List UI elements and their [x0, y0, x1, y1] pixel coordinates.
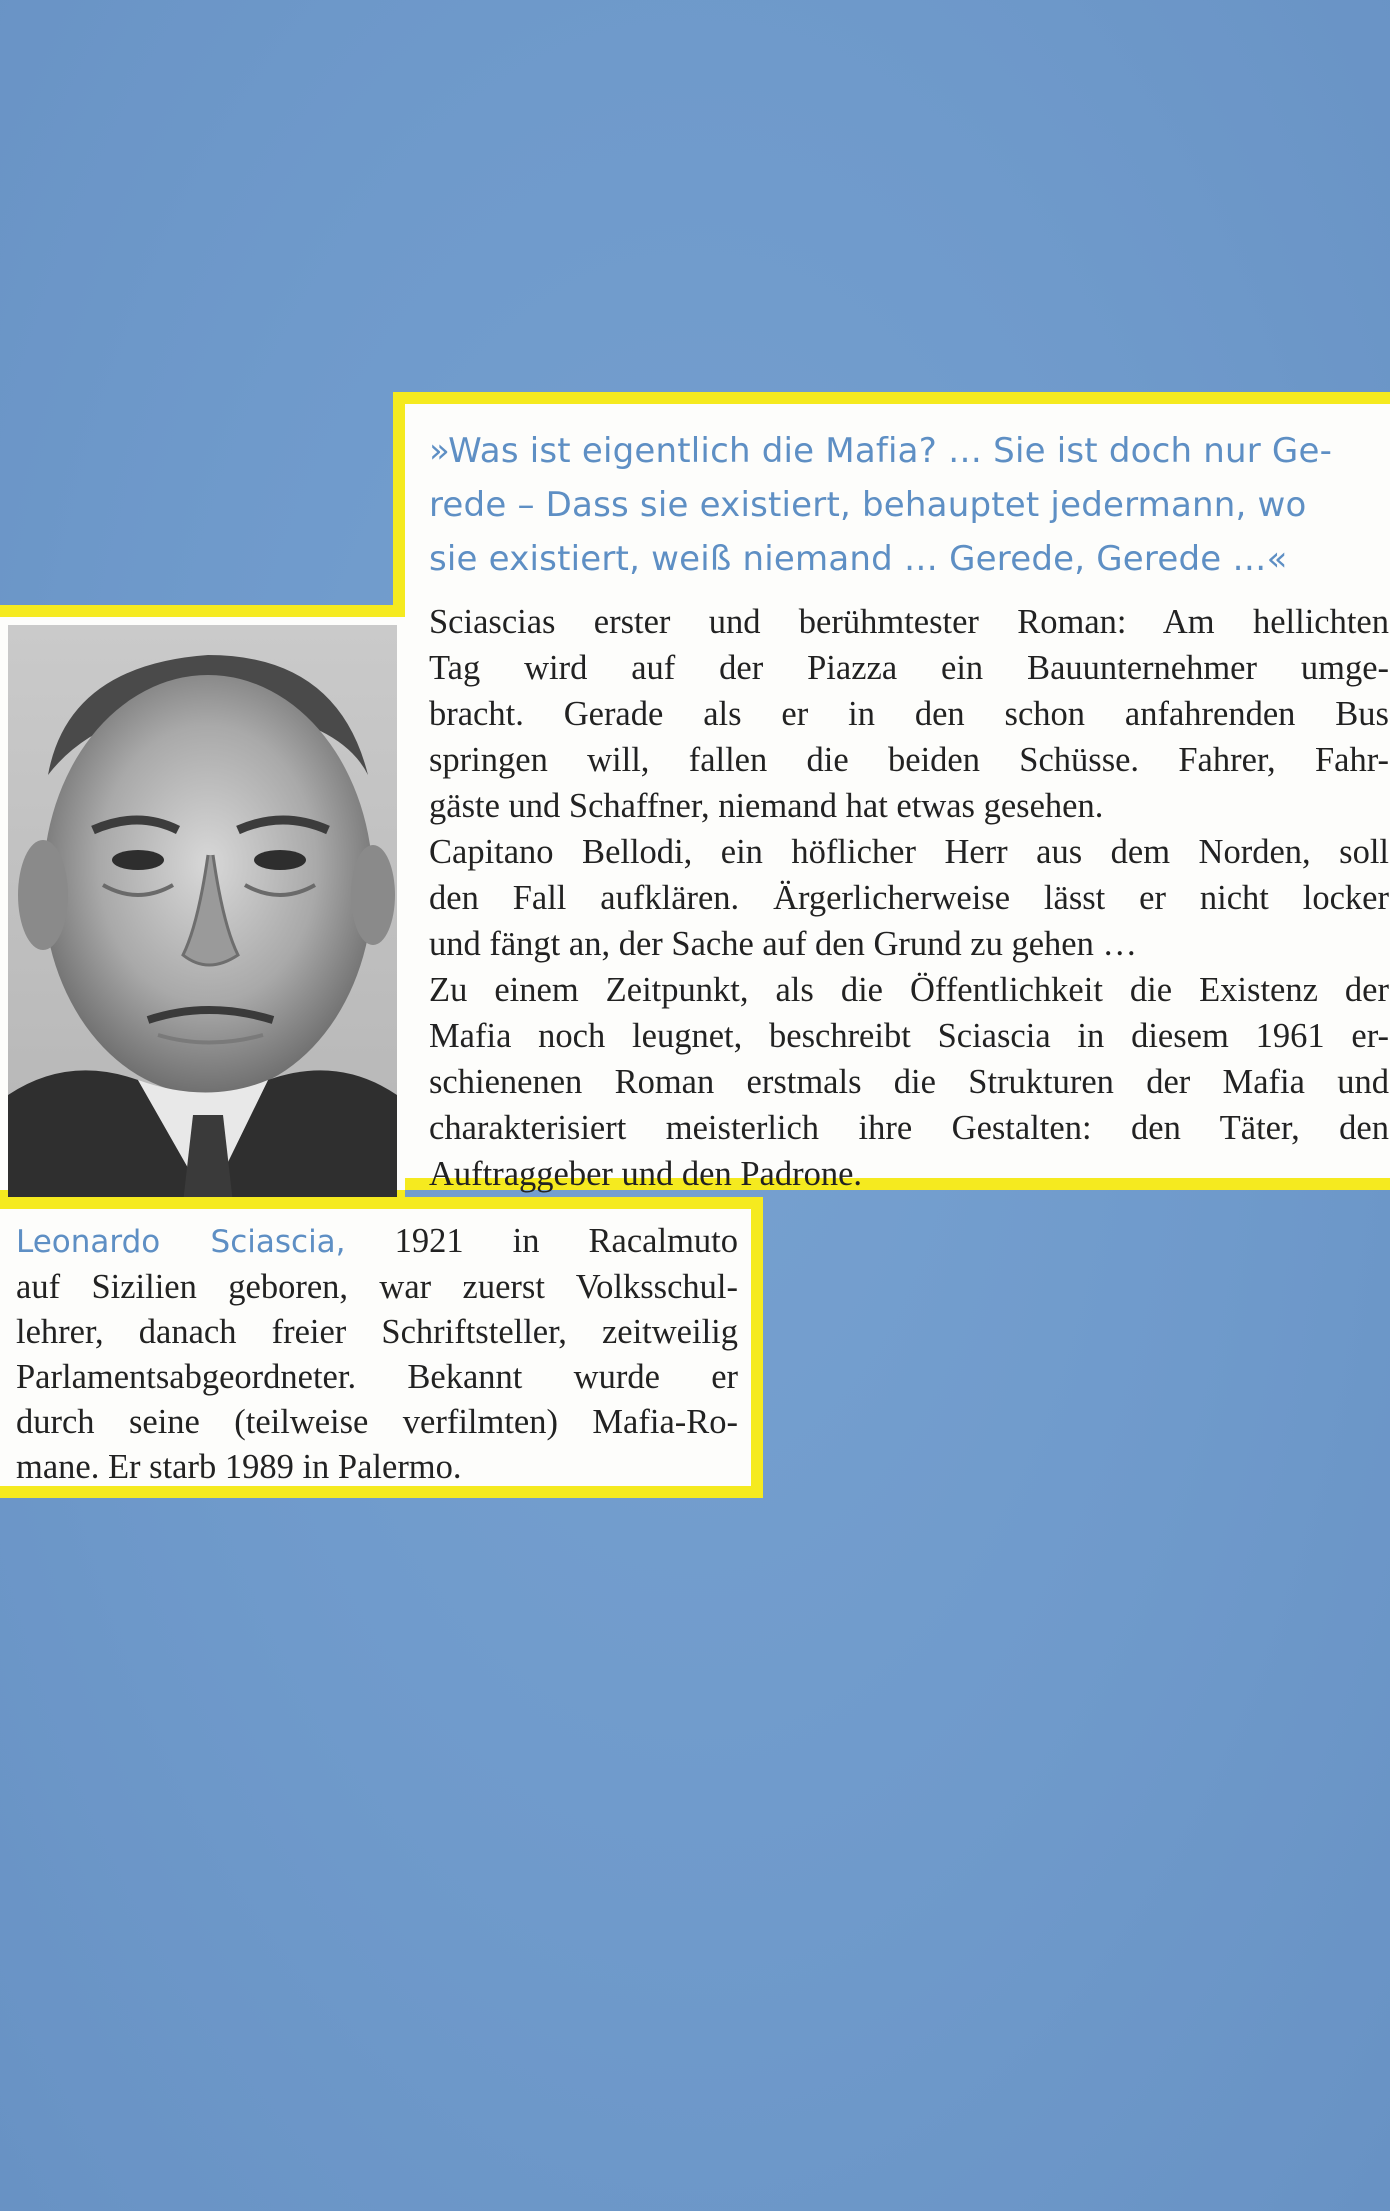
quote-line: sie existiert, weiß niemand … Gerede, Gerede …«	[429, 539, 1288, 579]
description-line: charakterisiert meisterlich ihre Gestalten: den Täter, den	[429, 1109, 1389, 1147]
description-line: Capitano Bellodi, ein höflicher Herr aus dem Norden, soll	[429, 833, 1389, 871]
bio-line	[16, 1219, 738, 1265]
quote-line: rede – Dass sie existiert, behauptet jedermann, wo	[429, 485, 1307, 525]
blurb-content	[429, 424, 1389, 1197]
description-line: gäste und Schaffner, niemand hat etwas gesehen.	[429, 787, 1104, 825]
blurb-quote	[429, 424, 1389, 586]
bio-line: lehrer, danach freier Schriftsteller, zeitweilig	[16, 1313, 738, 1351]
description-line: und fängt an, der Sache auf den Grund zu gehen …	[429, 925, 1137, 963]
description-line: den Fall aufklären. Ärgerlicherweise lässt er nicht locker	[429, 879, 1389, 917]
description-line: Auftraggeber und den Padrone.	[429, 1155, 863, 1193]
bio-line: Parlamentsabgeordneter. Bekannt wurde er	[16, 1358, 738, 1396]
bio-line: durch seine (teilweise verfilmten) Mafia-Ro-	[16, 1403, 738, 1441]
bio-line: mane. Er starb 1989 in Palermo.	[16, 1448, 462, 1486]
description-line: schienenen Roman erstmals die Strukturen der Mafia und	[429, 1063, 1389, 1101]
author-bio-box	[0, 1197, 763, 1498]
blurb-box	[393, 392, 1390, 1193]
quote-line: »Was ist eigentlich die Mafia? … Sie ist doch nur Ge-	[429, 431, 1333, 471]
author-name: Leonardo Sciascia,	[16, 1224, 346, 1260]
bio-line: auf Sizilien geboren, war zuerst Volksschul-	[16, 1268, 738, 1306]
portrait-box	[0, 605, 405, 1202]
author-bio	[16, 1219, 738, 1490]
author-portrait-illustration	[8, 625, 397, 1203]
description-line: Mafia noch leugnet, beschreibt Sciascia in diesem 1961 er-	[429, 1017, 1389, 1055]
description-line: Sciascias erster und berühmtester Roman: Am hellichten	[429, 603, 1389, 641]
blurb-description	[429, 599, 1389, 1197]
description-line: Zu einem Zeitpunkt, als die Öffentlichkeit die Existenz der	[429, 971, 1389, 1009]
author-portrait	[8, 625, 397, 1203]
bio-first-line-text: 1921 in Racalmuto	[394, 1222, 738, 1260]
description-line: bracht. Gerade als er in den schon anfahrenden Bus	[429, 695, 1389, 733]
description-line: Tag wird auf der Piazza ein Bauunternehmer umge-	[429, 649, 1389, 687]
description-line: springen will, fallen die beiden Schüsse. Fahrer, Fahr-	[429, 741, 1389, 779]
